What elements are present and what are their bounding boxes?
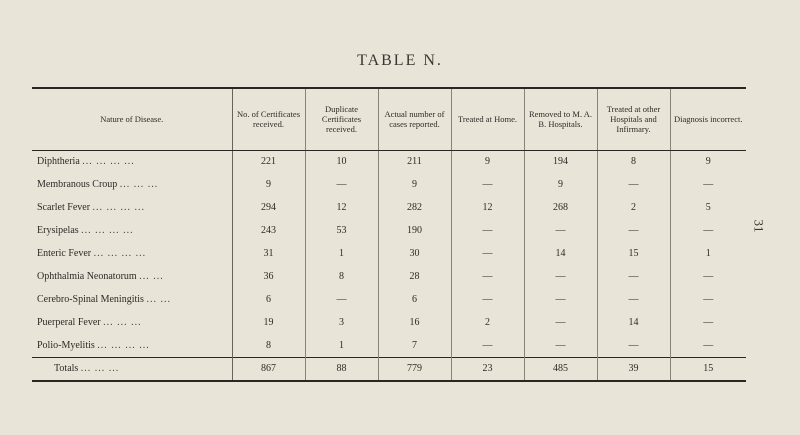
table-cell: 268 xyxy=(524,196,597,219)
table-cell: — xyxy=(670,334,746,357)
table-cell: 3 xyxy=(305,311,378,334)
disease-label: Diphtheria xyxy=(37,156,80,168)
table-cell: 1 xyxy=(305,334,378,357)
table-cell: 9 xyxy=(451,150,524,173)
table-cell: 243 xyxy=(232,219,305,242)
table-row xyxy=(32,311,746,334)
leader-dots: ... ... xyxy=(139,271,164,282)
table-cell: 8 xyxy=(305,265,378,288)
table-row xyxy=(32,150,746,173)
table-cell: 36 xyxy=(232,265,305,288)
table-cell: 5 xyxy=(670,196,746,219)
disease-name xyxy=(32,219,232,242)
table-cell: — xyxy=(524,219,597,242)
total-cell: 485 xyxy=(524,357,597,381)
table-cell: — xyxy=(524,288,597,311)
table-cell: — xyxy=(451,219,524,242)
leader-dots: ... ... ... ... xyxy=(97,339,150,351)
table-cell: 30 xyxy=(378,242,451,265)
disease-name xyxy=(32,334,232,357)
table-cell: — xyxy=(670,173,746,196)
table-cell: 16 xyxy=(378,311,451,334)
table-cell: 211 xyxy=(378,150,451,173)
table-cell: 14 xyxy=(597,311,670,334)
column-header: Nature of Disease. xyxy=(32,88,232,150)
table-row xyxy=(32,242,746,265)
table-row xyxy=(32,219,746,242)
totals-label: Totals xyxy=(54,363,79,374)
disease-label: Erysipelas xyxy=(37,225,79,236)
column-header: Duplicate Certificates received. xyxy=(305,88,378,150)
leader-dots: ... ... ... ... xyxy=(81,225,134,236)
table-cell: 6 xyxy=(232,288,305,311)
disease-label: Polio-Myelitis xyxy=(37,339,95,351)
disease-name xyxy=(32,311,232,334)
table-cell: 10 xyxy=(305,150,378,173)
table-cell: 1 xyxy=(670,242,746,265)
table-cell: — xyxy=(670,311,746,334)
column-header: Actual number of cases reported. xyxy=(378,88,451,150)
leader-dots: ... ... ... ... xyxy=(93,248,147,259)
table-cell: 15 xyxy=(597,242,670,265)
table-cell: — xyxy=(670,288,746,311)
table-cell: 12 xyxy=(305,196,378,219)
table-cell: 31 xyxy=(232,242,305,265)
total-cell: 88 xyxy=(305,357,378,381)
column-header: Treated at other Hospitals and Infirmary. xyxy=(597,88,670,150)
disease-name xyxy=(32,288,232,311)
table-cell: 9 xyxy=(670,150,746,173)
table-cell: 12 xyxy=(451,196,524,219)
disease-name xyxy=(32,196,232,219)
table-cell: 194 xyxy=(524,150,597,173)
table-cell: 1 xyxy=(305,242,378,265)
table-cell: 294 xyxy=(232,196,305,219)
total-cell: 867 xyxy=(232,357,305,381)
total-cell: 15 xyxy=(670,357,746,381)
table-cell: — xyxy=(524,311,597,334)
table-cell: — xyxy=(597,334,670,357)
table-cell: 282 xyxy=(378,196,451,219)
table-cell: 190 xyxy=(378,219,451,242)
disease-name xyxy=(32,150,232,173)
table-row xyxy=(32,173,746,196)
total-cell: 39 xyxy=(597,357,670,381)
disease-label: Scarlet Fever xyxy=(37,202,91,213)
table-cell: 19 xyxy=(232,311,305,334)
table-cell: — xyxy=(305,173,378,196)
table-cell: 14 xyxy=(524,242,597,265)
total-cell: 779 xyxy=(378,357,451,381)
disease-label: Enteric Fever xyxy=(37,248,92,259)
disease-label: Cerebro-Spinal Meningitis xyxy=(37,294,144,305)
table-cell: — xyxy=(451,265,524,288)
total-cell: 23 xyxy=(451,357,524,381)
totals-label-cell xyxy=(32,357,232,381)
page-number: 31 xyxy=(751,219,767,233)
table-cell: — xyxy=(451,242,524,265)
table-title: TABLE N. xyxy=(357,52,443,69)
table-cell: 53 xyxy=(305,219,378,242)
table-cell: 8 xyxy=(232,334,305,357)
table-cell: 221 xyxy=(232,150,305,173)
table-cell: — xyxy=(451,334,524,357)
header-row xyxy=(32,88,746,150)
table-cell: — xyxy=(524,265,597,288)
column-header: No. of Certificates received. xyxy=(232,88,305,150)
table-cell: 2 xyxy=(451,311,524,334)
disease-label: Ophthalmia Neonatorum xyxy=(37,271,137,282)
disease-label: Puerperal Fever xyxy=(37,317,101,328)
leader-dots: ... ... ... xyxy=(103,317,142,328)
table-cell: — xyxy=(451,173,524,196)
leader-dots: ... ... ... ... xyxy=(92,202,146,213)
leader-dots: ... ... ... xyxy=(119,179,159,190)
disease-label: Membranous Croup xyxy=(37,179,118,190)
table-cell: 28 xyxy=(378,265,451,288)
table-cell: — xyxy=(524,334,597,357)
disease-name xyxy=(32,265,232,288)
table-cell: 9 xyxy=(378,173,451,196)
leader-dots: ... ... xyxy=(146,294,171,305)
column-header: Diagnosis incorrect. xyxy=(670,88,746,150)
table-cell: 2 xyxy=(597,196,670,219)
table-cell: — xyxy=(597,173,670,196)
table-cell: — xyxy=(597,288,670,311)
table-cell: 6 xyxy=(378,288,451,311)
disease-name xyxy=(32,173,232,196)
table-row xyxy=(32,265,746,288)
table-cell: 9 xyxy=(232,173,305,196)
table-cell: — xyxy=(597,219,670,242)
table-cell: — xyxy=(305,288,378,311)
column-header: Removed to M. A. B. Hospitals. xyxy=(524,88,597,150)
table-row xyxy=(32,334,746,357)
table-cell: 8 xyxy=(597,150,670,173)
table-row xyxy=(32,288,746,311)
disease-name xyxy=(32,242,232,265)
table-cell: — xyxy=(670,265,746,288)
table-cell: — xyxy=(597,265,670,288)
table-cell: 7 xyxy=(378,334,451,357)
totals-row xyxy=(32,357,746,381)
table-cell: 9 xyxy=(524,173,597,196)
table-cell: — xyxy=(670,219,746,242)
disease-table xyxy=(32,87,746,382)
table-cell: — xyxy=(451,288,524,311)
column-header: Treated at Home. xyxy=(451,88,524,150)
table-row xyxy=(32,196,746,219)
leader-dots: ... ... ... xyxy=(80,363,120,374)
leader-dots: ... ... ... ... xyxy=(82,156,135,168)
